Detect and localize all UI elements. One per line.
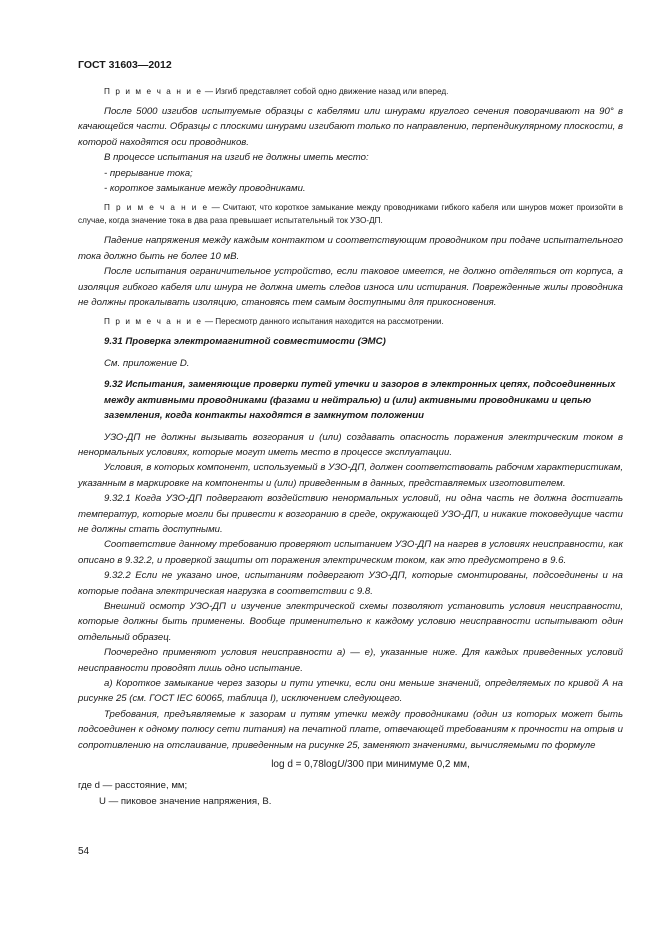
paragraph-compliance: Соответствие данному требованию проверяют испытанием УЗО-ДП на нагрев в условиях неисправности, как описано в 9.32.2, и проверкой защиты от поражения электрическим током, как это предусмотрено в 9.6. bbox=[78, 539, 623, 566]
note-label: П р и м е ч а н и е bbox=[104, 87, 203, 96]
paragraph-voltage-drop: Падение напряжения между каждым контактом и соответствующим проводником при подаче испытательного тока должно быть не более 10 мВ. bbox=[78, 235, 623, 262]
document-header: ГОСТ 31603—2012 bbox=[78, 59, 172, 71]
paragraph-inspection: Внешний осмотр УЗО-ДП и изучение электрической схемы позволяют установить условия неисправности, которые должны быть применены. Вообще применительно к каждому условию неисправности испытывают один отдельный образец. bbox=[78, 600, 623, 643]
formula-tail: /300 при минимуме 0,2 мм, bbox=[344, 759, 470, 771]
note-label: П р и м е ч а н и е bbox=[104, 317, 203, 327]
paragraph-9-32-2: 9.32.2 Если не указано иное, испытаниям подвергают УЗО-ДП, которые смонтированы, подсоединены и на которые подана электрическая нагрузка в соответствии с 9.8. bbox=[78, 570, 623, 597]
page-number: 54 bbox=[78, 846, 90, 857]
paragraph-requirements: Требования, предъявляемые к зазорам и путям утечки между проводниками (один из которых может быть подсоединен к одному полюсу сети питания) на печатной плате, отвечающей требованиям к прочности на отрыв и сопротивлению на отслаивание, приведенным на рисунке 25, заменяют значениями, вычисляемыми по формуле bbox=[78, 708, 623, 751]
paragraph-bending-cycles: После 5000 изгибов испытуемые образцы с кабелями или шнурами круглого сечения поворачивают на 90° в качающейся части. Образцы с плоскими шнурами изгибают только по направлению, перпендикулярному плоскости, в которой находятся оси проводников. bbox=[78, 106, 623, 148]
paragraph-rcd-fire: УЗО-ДП не должны вызывать возгорания и (или) создавать опасность поражения электрическим током в ненормальных условиях, которые могут иметь место в процессе эксплуатации. bbox=[78, 431, 623, 458]
formula-u: U bbox=[337, 759, 345, 771]
note-label: П р и м е ч а н и е bbox=[104, 203, 209, 213]
page-body bbox=[78, 80, 623, 809]
note-text: — Считают, что короткое замыкание между проводниками гибкого кабеля или шнуров может произойти в случае, когда значение тока в два раза превышает испытательный ток УЗО-ДП. bbox=[78, 203, 623, 226]
list-item-short-circuit: - короткое замыкание между проводниками. bbox=[104, 183, 306, 195]
paragraph-9-32-1: 9.32.1 Когда УЗО-ДП подвергают воздействию ненормальных условий, ни одна часть не должна достигать температур, которые могли бы привести к возгоранию в среде, окружающей УЗО-ДП, и никакие токоведущие части не должны стать доступными. bbox=[78, 493, 623, 535]
note-bending bbox=[78, 85, 623, 98]
formula bbox=[118, 757, 623, 772]
paragraph-fault-sequence: Поочередно применяют условия неисправности а) — е), указанные ниже. Для каждых приведенных условий неисправности проводят лишь одно испытание. bbox=[78, 647, 623, 674]
formula-eq: = 0,78log bbox=[292, 759, 338, 771]
section-heading-9-32: 9.32 Испытания, заменяющие проверки путей утечки и зазоров в электронных цепях, подсоединенных между активными проводниками (фазами и нейтралью) и (или) активными проводниками и цепью заземления, когда контакты находятся в замкнутом положении bbox=[104, 379, 616, 422]
note-text: — Изгиб представляет собой одно движение назад или вперед. bbox=[202, 87, 449, 96]
paragraph-see-annex: См. приложение D. bbox=[104, 357, 190, 369]
where-line-d: где d — расстояние, мм; bbox=[78, 780, 188, 792]
paragraph-after-test: После испытания ограничительное устройство, если таковое имеется, не должно отделяться от корпуса, а изоляция гибкого кабеля или шнура не должна иметь следов износа или истирания. Поврежденные жилы проводника не должны прокалывать изоляцию, становясь тем самым доступными для прикосновения. bbox=[78, 266, 623, 309]
paragraph-item-a: а) Короткое замыкание через зазоры и пути утечки, если они меньше значений, определяемых по кривой А на рисунке 25 (см. ГОСТ IEC 60065, таблица I), исключением следующего. bbox=[78, 678, 623, 705]
paragraph-bending-conditions: В процессе испытания на изгиб не должны иметь место: bbox=[104, 152, 369, 164]
where-line-u: U — пиковое значение напряжения, В. bbox=[99, 795, 272, 807]
note-short-circuit bbox=[78, 201, 623, 227]
list-item-current-interruption: - прерывание тока; bbox=[104, 167, 193, 179]
section-heading-9-31: 9.31 Проверка электромагнитной совместимости (ЭМС) bbox=[104, 336, 386, 348]
note-text: — Пересмотр данного испытания находится на рассмотрении. bbox=[202, 317, 444, 327]
formula-lhs: log d bbox=[271, 759, 293, 771]
note-revision bbox=[78, 315, 623, 328]
paragraph-conditions: Условия, в которых компонент, используемый в УЗО-ДП, должен соответствовать рабочим характеристикам, указанным в маркировке на компоненты и (или) приведенным в данных, представляемых изготовителем. bbox=[78, 462, 623, 489]
